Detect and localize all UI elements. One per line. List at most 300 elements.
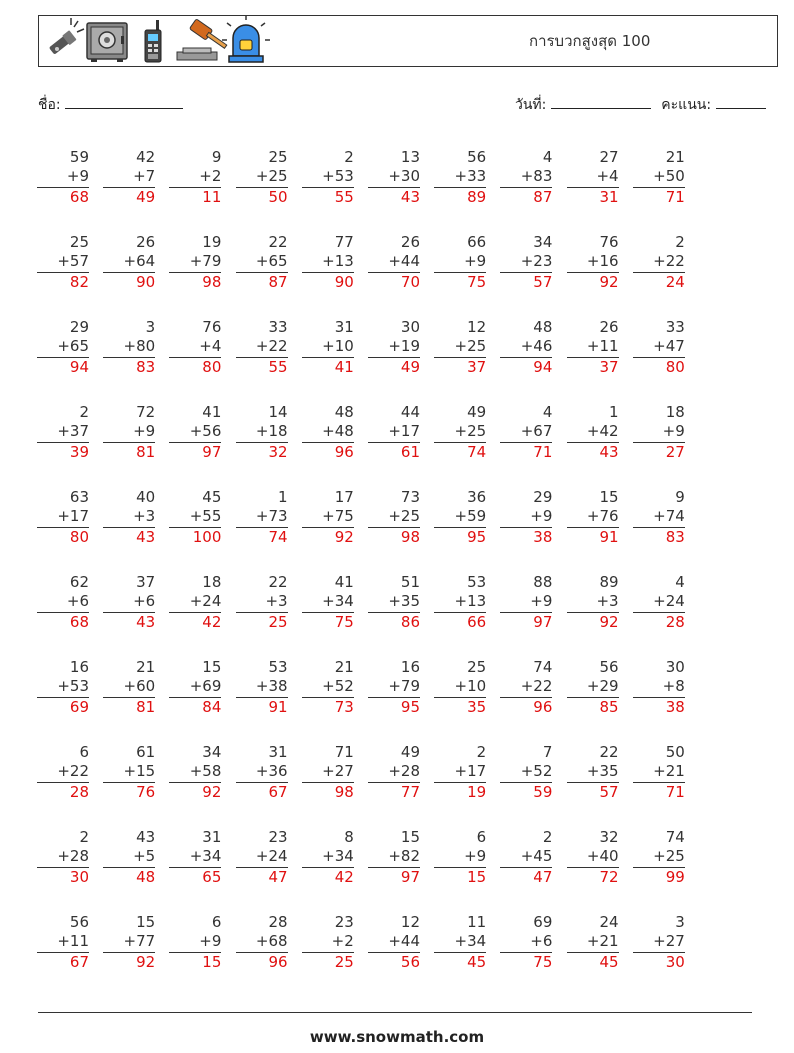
plus-sign: + <box>596 592 610 610</box>
answer: 96 <box>334 443 354 461</box>
second-addend: 44 <box>400 932 420 950</box>
second-addend-row <box>567 762 619 781</box>
second-addend: 67 <box>533 422 553 440</box>
second-addend-row <box>368 507 420 526</box>
answer: 96 <box>533 698 553 716</box>
first-addend: 21 <box>136 658 156 676</box>
second-addend-row <box>500 252 552 271</box>
name-field <box>38 94 183 116</box>
answer: 92 <box>599 613 619 631</box>
second-addend-row <box>37 167 89 186</box>
second-addend-row <box>633 847 685 866</box>
answer: 92 <box>334 528 354 546</box>
plus-sign: + <box>199 337 212 355</box>
answer: 43 <box>136 613 156 631</box>
worksheet-header <box>38 15 778 67</box>
plus-sign: + <box>520 337 534 355</box>
plus-sign: + <box>662 677 676 695</box>
addition-problem <box>236 403 288 462</box>
second-addend: 18 <box>268 422 288 440</box>
answer: 74 <box>268 528 288 546</box>
first-addend: 48 <box>334 403 354 421</box>
first-addend: 2 <box>542 828 553 846</box>
second-addend-row <box>169 337 221 356</box>
answer: 100 <box>192 528 222 546</box>
name-label: ชื่อ: <box>38 97 61 113</box>
second-addend: 24 <box>202 592 222 610</box>
answer: 24 <box>665 273 685 291</box>
plus-sign: + <box>454 592 468 610</box>
answer: 72 <box>599 868 619 886</box>
first-addend: 25 <box>268 148 288 166</box>
addition-problem <box>236 658 288 717</box>
second-addend-row <box>567 677 619 696</box>
second-addend: 9 <box>476 847 487 865</box>
addition-problem <box>500 233 552 292</box>
addition-problem <box>434 913 486 972</box>
name-blank[interactable] <box>65 95 183 109</box>
addition-problem <box>500 318 552 377</box>
answer: 71 <box>533 443 553 461</box>
addition-problem <box>302 743 354 802</box>
second-addend: 30 <box>400 167 420 185</box>
score-blank[interactable] <box>716 95 766 109</box>
answer: 15 <box>202 953 222 971</box>
addition-problem <box>567 658 619 717</box>
addition-problem <box>567 148 619 207</box>
plus-sign: + <box>133 167 146 185</box>
first-addend: 74 <box>665 828 685 846</box>
addition-problem <box>434 148 486 207</box>
plus-sign: + <box>133 507 146 525</box>
answer: 37 <box>599 358 619 376</box>
second-addend: 11 <box>599 337 619 355</box>
answer: 11 <box>202 188 222 206</box>
answer: 97 <box>400 868 420 886</box>
first-addend: 12 <box>467 318 487 336</box>
siren-icon <box>222 16 270 62</box>
second-addend: 83 <box>533 167 553 185</box>
second-addend: 27 <box>665 932 685 950</box>
first-addend: 31 <box>202 828 222 846</box>
addition-problem <box>169 658 221 717</box>
second-addend: 27 <box>334 762 354 780</box>
second-addend: 9 <box>542 507 553 525</box>
answer: 98 <box>202 273 222 291</box>
first-addend: 53 <box>467 573 487 591</box>
addition-problem <box>368 743 420 802</box>
addition-problem <box>236 233 288 292</box>
addition-problem <box>368 148 420 207</box>
addition-problem <box>236 913 288 972</box>
second-addend: 2 <box>211 167 222 185</box>
second-addend: 25 <box>467 337 487 355</box>
answer: 73 <box>334 698 354 716</box>
second-addend-row <box>434 592 486 611</box>
answer: 57 <box>599 783 619 801</box>
addition-problem <box>500 148 552 207</box>
second-addend: 69 <box>202 677 222 695</box>
second-addend-row <box>302 337 354 356</box>
first-addend: 49 <box>400 743 420 761</box>
answer: 30 <box>665 953 685 971</box>
addition-problem <box>500 913 552 972</box>
addition-problem <box>236 573 288 632</box>
plus-sign: + <box>123 932 137 950</box>
second-addend: 57 <box>69 252 89 270</box>
plus-sign: + <box>189 592 203 610</box>
plus-sign: + <box>586 932 600 950</box>
addition-problem <box>500 403 552 462</box>
score-label: คะแนน: <box>661 97 712 113</box>
plus-sign: + <box>388 592 401 610</box>
addition-problem <box>368 913 420 972</box>
first-addend: 1 <box>609 403 619 421</box>
first-addend: 89 <box>599 573 619 591</box>
second-addend: 48 <box>334 422 354 440</box>
addition-problem <box>169 233 221 292</box>
addition-problem <box>633 488 685 547</box>
first-addend: 2 <box>344 148 354 166</box>
second-addend: 17 <box>467 762 487 780</box>
second-addend: 34 <box>202 847 222 865</box>
second-addend: 21 <box>665 762 685 780</box>
addition-problem <box>500 743 552 802</box>
second-addend: 34 <box>334 592 354 610</box>
second-addend-row <box>37 422 89 441</box>
plus-sign: + <box>388 167 401 185</box>
second-addend: 79 <box>400 677 420 695</box>
second-addend-row <box>103 932 155 951</box>
answer: 42 <box>202 613 222 631</box>
second-addend-row <box>169 932 221 951</box>
addition-problem <box>633 743 685 802</box>
answer: 55 <box>268 358 288 376</box>
answer: 71 <box>665 783 685 801</box>
addition-problem <box>302 488 354 547</box>
second-addend: 16 <box>599 252 619 270</box>
addition-problem <box>103 488 155 547</box>
plus-sign: + <box>388 422 401 440</box>
answer: 82 <box>69 273 89 291</box>
addition-problem <box>169 743 221 802</box>
plus-sign: + <box>322 592 335 610</box>
addition-problem <box>236 148 288 207</box>
addition-problem <box>236 318 288 377</box>
plus-sign: + <box>530 507 543 525</box>
second-addend: 58 <box>202 762 222 780</box>
addition-problem <box>302 318 354 377</box>
second-addend: 19 <box>400 337 420 355</box>
addition-problem <box>236 488 288 547</box>
first-addend: 2 <box>79 403 89 421</box>
answer: 97 <box>533 613 553 631</box>
answer: 98 <box>400 528 420 546</box>
answer: 92 <box>599 273 619 291</box>
answer: 38 <box>665 698 685 716</box>
first-addend: 4 <box>542 148 553 166</box>
second-addend-row <box>633 762 685 781</box>
plus-sign: + <box>189 847 203 865</box>
addition-problem <box>567 403 619 462</box>
first-addend: 88 <box>533 573 553 591</box>
second-addend-row <box>567 592 619 611</box>
second-addend-row <box>103 337 155 356</box>
plus-sign: + <box>123 252 137 270</box>
second-addend-row <box>567 507 619 526</box>
second-addend-row <box>169 592 221 611</box>
first-addend: 59 <box>69 148 89 166</box>
first-addend: 30 <box>400 318 420 336</box>
first-addend: 4 <box>542 403 553 421</box>
answer: 70 <box>400 273 420 291</box>
answer: 90 <box>334 273 354 291</box>
second-addend-row <box>633 932 685 951</box>
answer: 47 <box>533 868 553 886</box>
second-addend: 73 <box>268 507 288 525</box>
second-addend: 24 <box>665 592 685 610</box>
addition-problem <box>169 913 221 972</box>
answer: 28 <box>665 613 685 631</box>
answer: 43 <box>136 528 156 546</box>
second-addend-row <box>37 252 89 271</box>
second-addend: 9 <box>675 422 685 440</box>
second-addend-row <box>37 847 89 866</box>
first-addend: 56 <box>467 148 487 166</box>
plus-sign: + <box>255 422 269 440</box>
header-icons <box>39 16 279 66</box>
addition-problem <box>302 403 354 462</box>
plus-sign: + <box>653 762 666 780</box>
second-addend-row <box>567 847 619 866</box>
addition-problem <box>633 658 685 717</box>
answer: 75 <box>334 613 354 631</box>
second-addend: 11 <box>69 932 89 950</box>
first-addend: 24 <box>599 913 619 931</box>
plus-sign: + <box>199 932 212 950</box>
addition-problem <box>567 233 619 292</box>
first-addend: 27 <box>599 148 619 166</box>
addition-problem <box>567 913 619 972</box>
plus-sign: + <box>57 337 70 355</box>
second-addend: 4 <box>609 167 619 185</box>
addition-problem <box>368 658 420 717</box>
second-addend: 25 <box>400 507 420 525</box>
plus-sign: + <box>586 762 600 780</box>
second-addend: 8 <box>675 677 685 695</box>
second-addend: 55 <box>202 507 222 525</box>
footer-site: www.snowmath.com <box>309 1028 485 1046</box>
first-addend: 26 <box>400 233 420 251</box>
plus-sign: + <box>388 847 401 865</box>
answer: 30 <box>69 868 89 886</box>
second-addend-row <box>103 422 155 441</box>
second-addend: 35 <box>400 592 420 610</box>
answer: 87 <box>268 273 288 291</box>
answer: 74 <box>467 443 487 461</box>
second-addend-row <box>434 932 486 951</box>
second-addend: 53 <box>334 167 354 185</box>
plus-sign: + <box>255 252 269 270</box>
second-addend-row <box>368 337 420 356</box>
second-addend: 77 <box>136 932 156 950</box>
first-addend: 28 <box>268 913 288 931</box>
addition-problem <box>500 828 552 887</box>
first-addend: 13 <box>400 148 420 166</box>
first-addend: 19 <box>202 233 222 251</box>
second-addend: 13 <box>467 592 487 610</box>
plus-sign: + <box>57 932 70 950</box>
second-addend: 46 <box>533 337 553 355</box>
plus-sign: + <box>322 252 335 270</box>
worksheet-title: การบวกสูงสุด 100 <box>529 32 651 50</box>
addition-problem <box>103 573 155 632</box>
first-addend: 48 <box>533 318 553 336</box>
second-addend: 10 <box>467 677 487 695</box>
first-addend: 22 <box>268 573 288 591</box>
plus-sign: + <box>57 677 70 695</box>
first-addend: 37 <box>136 573 156 591</box>
second-addend-row <box>567 422 619 441</box>
answer: 35 <box>467 698 487 716</box>
plus-sign: + <box>189 422 203 440</box>
answer: 27 <box>665 443 685 461</box>
second-addend-row <box>302 507 354 526</box>
answer: 87 <box>533 188 553 206</box>
second-addend-row <box>103 507 155 526</box>
addition-problem <box>434 743 486 802</box>
plus-sign: + <box>199 167 212 185</box>
second-addend-row <box>500 167 552 186</box>
answer: 25 <box>334 953 354 971</box>
second-addend: 79 <box>202 252 222 270</box>
first-addend: 43 <box>136 828 156 846</box>
first-addend: 6 <box>79 743 89 761</box>
plus-sign: + <box>454 337 468 355</box>
plus-sign: + <box>57 762 70 780</box>
second-addend: 9 <box>79 167 89 185</box>
first-addend: 33 <box>268 318 288 336</box>
second-addend: 44 <box>400 252 420 270</box>
second-addend-row <box>302 762 354 781</box>
second-addend-row <box>37 932 89 951</box>
first-addend: 32 <box>599 828 619 846</box>
second-addend-row <box>37 762 89 781</box>
second-addend-row <box>103 252 155 271</box>
second-addend-row <box>434 762 486 781</box>
plus-sign: + <box>388 337 401 355</box>
addition-problem <box>434 403 486 462</box>
plus-sign: + <box>596 167 610 185</box>
second-addend-row <box>169 252 221 271</box>
second-addend: 76 <box>599 507 619 525</box>
answer: 77 <box>400 783 420 801</box>
plus-sign: + <box>586 847 600 865</box>
plus-sign: + <box>388 252 401 270</box>
second-addend: 37 <box>69 422 89 440</box>
second-addend: 34 <box>334 847 354 865</box>
plus-sign: + <box>586 422 600 440</box>
first-addend: 12 <box>400 913 420 931</box>
plus-sign: + <box>57 847 70 865</box>
second-addend-row <box>633 422 685 441</box>
answer: 91 <box>599 528 619 546</box>
second-addend: 47 <box>665 337 685 355</box>
answer: 59 <box>533 783 553 801</box>
second-addend-row <box>103 762 155 781</box>
second-addend: 9 <box>542 592 553 610</box>
plus-sign: + <box>586 252 600 270</box>
plus-sign: + <box>255 507 269 525</box>
first-addend: 76 <box>202 318 222 336</box>
second-addend-row <box>633 507 685 526</box>
first-addend: 56 <box>69 913 89 931</box>
addition-problem <box>37 743 89 802</box>
addition-problem <box>37 573 89 632</box>
plus-sign: + <box>653 847 666 865</box>
second-addend-row <box>236 422 288 441</box>
second-addend: 2 <box>344 932 354 950</box>
second-addend-row <box>103 167 155 186</box>
plus-sign: + <box>388 677 401 695</box>
plus-sign: + <box>520 762 534 780</box>
second-addend: 52 <box>533 762 553 780</box>
second-addend: 59 <box>467 507 487 525</box>
date-blank[interactable] <box>551 95 651 109</box>
second-addend-row <box>302 592 354 611</box>
addition-problem <box>368 828 420 887</box>
answer: 98 <box>334 783 354 801</box>
second-addend: 50 <box>665 167 685 185</box>
second-addend: 25 <box>665 847 685 865</box>
answer: 45 <box>599 953 619 971</box>
footer-divider <box>38 1012 752 1013</box>
plus-sign: + <box>189 252 203 270</box>
addition-problem <box>368 573 420 632</box>
first-addend: 51 <box>400 573 420 591</box>
answer: 43 <box>599 443 619 461</box>
addition-problem <box>434 573 486 632</box>
second-addend-row <box>169 847 221 866</box>
plus-sign: + <box>189 677 203 695</box>
addition-problem <box>169 403 221 462</box>
answer: 49 <box>136 188 156 206</box>
addition-problem <box>302 828 354 887</box>
second-addend: 36 <box>268 762 288 780</box>
plus-sign: + <box>653 252 666 270</box>
second-addend: 9 <box>211 932 222 950</box>
plus-sign: + <box>133 847 146 865</box>
answer: 49 <box>400 358 420 376</box>
second-addend: 3 <box>609 592 619 610</box>
first-addend: 23 <box>334 913 354 931</box>
answer: 81 <box>136 698 156 716</box>
second-addend: 25 <box>467 422 487 440</box>
answer: 57 <box>533 273 553 291</box>
answer: 47 <box>268 868 288 886</box>
plus-sign: + <box>57 422 70 440</box>
first-addend: 22 <box>599 743 619 761</box>
second-addend-row <box>368 677 420 696</box>
second-addend: 10 <box>334 337 354 355</box>
second-addend-row <box>500 507 552 526</box>
addition-problem <box>633 913 685 972</box>
addition-problem <box>434 488 486 547</box>
first-addend: 36 <box>467 488 487 506</box>
answer: 99 <box>665 868 685 886</box>
answer: 91 <box>268 698 288 716</box>
second-addend: 74 <box>665 507 685 525</box>
